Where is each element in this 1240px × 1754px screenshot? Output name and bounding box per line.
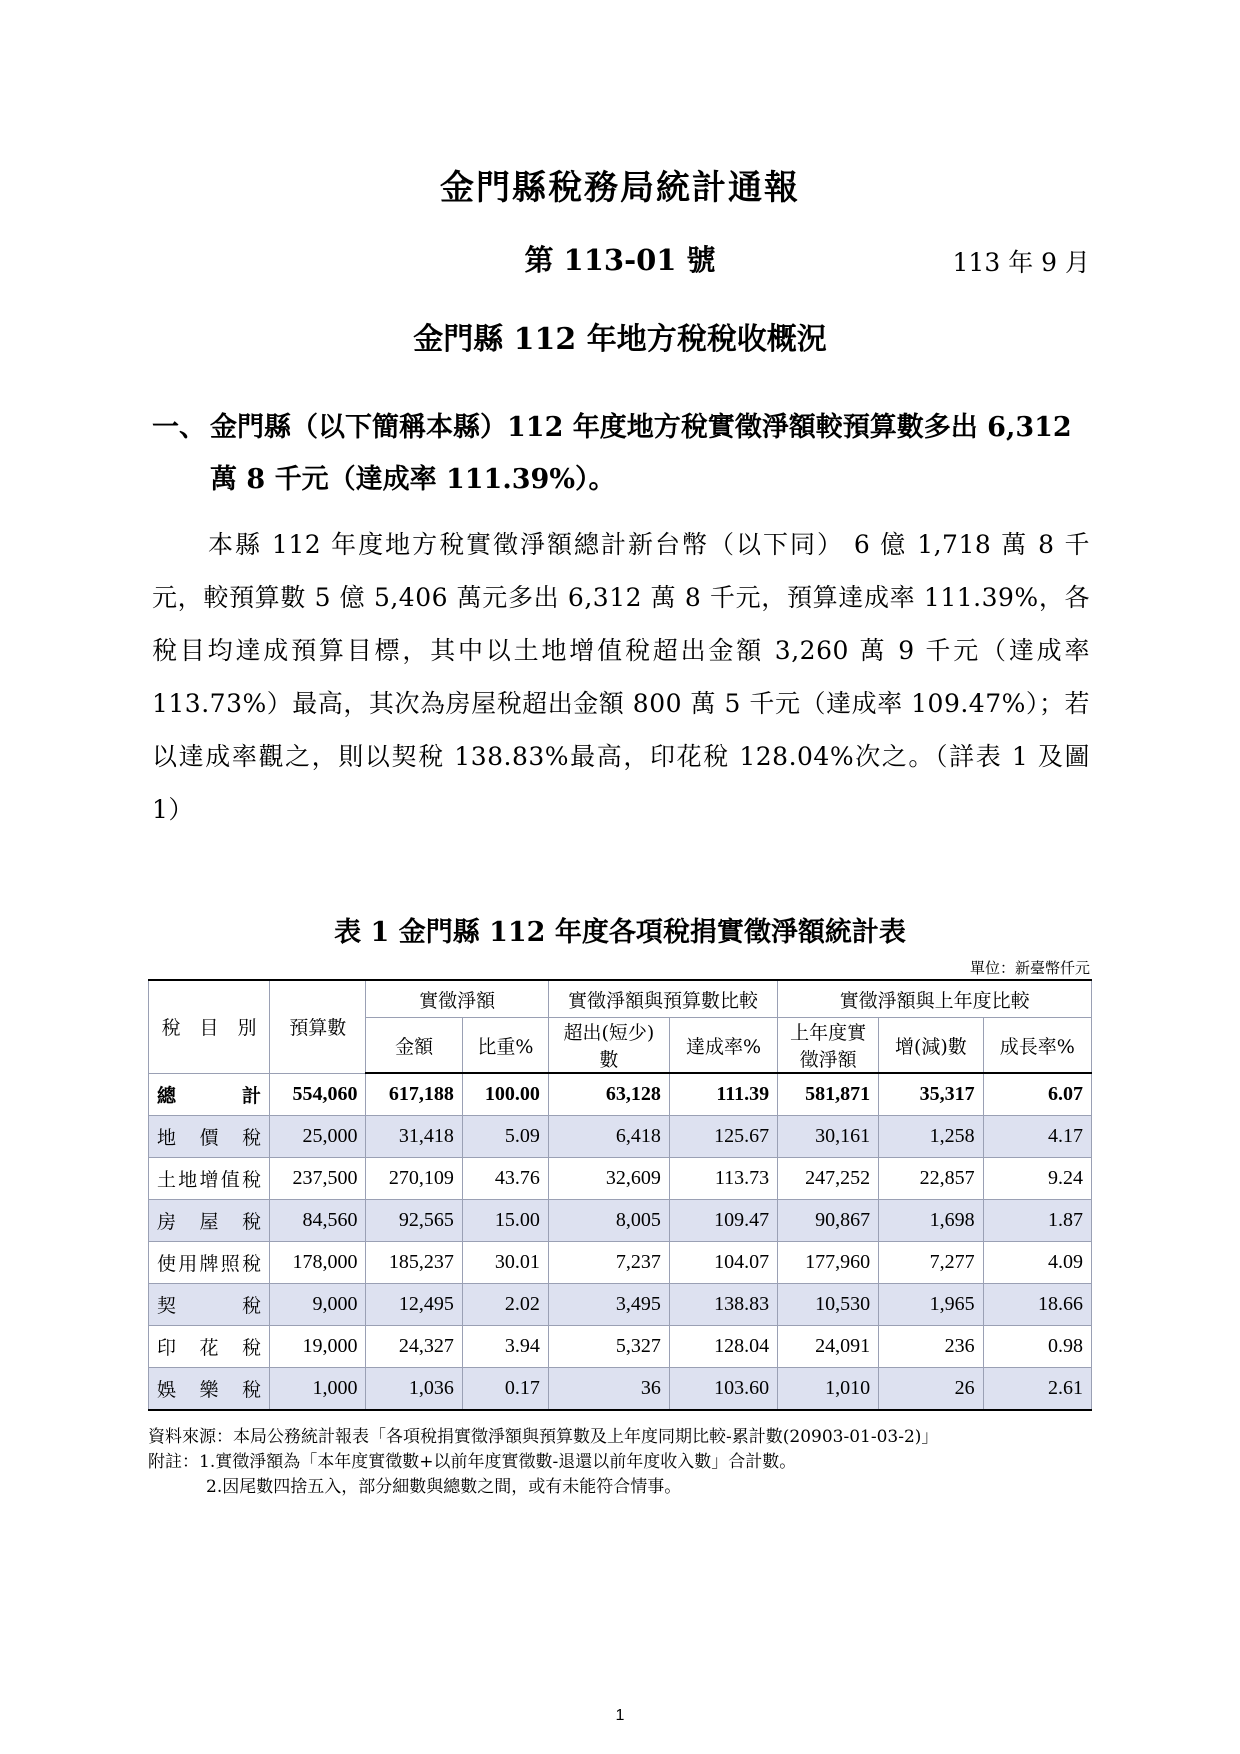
cell-amount: 92,565 (366, 1200, 462, 1242)
cell-budget: 178,000 (270, 1242, 366, 1284)
cell-growth: 18.66 (983, 1284, 1091, 1326)
row-label: 土地增值稅 (149, 1158, 270, 1200)
cell-amount: 31,418 (366, 1116, 462, 1158)
cell-amount: 24,327 (366, 1326, 462, 1368)
cell-achieve: 109.47 (669, 1200, 777, 1242)
cell-share: 43.76 (462, 1158, 548, 1200)
cell-share: 2.02 (462, 1284, 548, 1326)
row-label: 使用牌照稅 (149, 1242, 270, 1284)
cell-budget: 1,000 (270, 1368, 366, 1411)
cell-change: 7,277 (879, 1242, 984, 1284)
cell-amount: 270,109 (366, 1158, 462, 1200)
cell-achieve: 104.07 (669, 1242, 777, 1284)
cell-achieve: 125.67 (669, 1116, 777, 1158)
cell-share: 15.00 (462, 1200, 548, 1242)
cell-growth: 0.98 (983, 1326, 1091, 1368)
cell-budget: 554,060 (270, 1073, 366, 1116)
cell-excess: 36 (548, 1368, 669, 1411)
cell-prev: 581,871 (778, 1073, 879, 1116)
table-body (149, 1073, 1092, 1410)
table-row (149, 1158, 1092, 1200)
table-row (149, 1284, 1092, 1326)
cell-achieve: 103.60 (669, 1368, 777, 1411)
table-row (149, 1200, 1092, 1242)
cell-growth: 4.17 (983, 1116, 1091, 1158)
header-excess: 超出(短少)數 (548, 1018, 669, 1074)
cell-budget: 19,000 (270, 1326, 366, 1368)
cell-change: 236 (879, 1326, 984, 1368)
cell-excess: 32,609 (548, 1158, 669, 1200)
summary-paragraph: 本縣 112 年度地方稅實徵淨額總計新台幣（以下同） 6 億 1,718 萬 8 千元，較預算數 5 億 5,406 萬元多出 6,312 萬 8 千元，預算達成率 111.39%，各稅目均達成預算目標，其中以土地增值稅超出金額 3,260 萬 9 千元（達成率 113.73%）最高，其次為房屋稅超出金額 800 萬 5 千元（達成率 109.47%）；若以達成率觀之，則以契稅 138.83%最高，印花稅 128.04%次之。（詳表 1 及圖 1） (152, 530, 1090, 824)
cell-change: 22,857 (879, 1158, 984, 1200)
cell-excess: 63,128 (548, 1073, 669, 1116)
header-prev-compare-group: 實徵淨額與上年度比較 (778, 980, 1092, 1018)
cell-growth: 2.61 (983, 1368, 1091, 1411)
section-number: 一、 (152, 412, 206, 443)
cell-change: 1,965 (879, 1284, 984, 1326)
cell-prev: 30,161 (778, 1116, 879, 1158)
cell-prev: 10,530 (778, 1284, 879, 1326)
row-label: 房屋稅 (149, 1200, 270, 1242)
header-achieve: 達成率% (669, 1018, 777, 1074)
row-label: 總計 (149, 1073, 270, 1116)
cell-achieve: 111.39 (669, 1073, 777, 1116)
table-notes (148, 1425, 1108, 1500)
row-label: 印花稅 (149, 1326, 270, 1368)
header-budget-compare-group: 實徵淨額與預算數比較 (548, 980, 777, 1018)
row-label: 娛樂稅 (149, 1368, 270, 1411)
cell-change: 1,698 (879, 1200, 984, 1242)
table-row (149, 1116, 1092, 1158)
data-source-note: 資料來源：本局公務統計報表「各項稅捐實徵淨額與預算數及上年度同期比較-累計數(20903-01-03-2)」 (148, 1427, 939, 1447)
footnote-1: 附註：1.實徵淨額為「本年度實徵數+以前年度實徵數-退還以前年度收入數」合計數。 (148, 1452, 797, 1472)
header-share: 比重% (462, 1018, 548, 1074)
cell-share: 30.01 (462, 1242, 548, 1284)
cell-change: 1,258 (879, 1116, 984, 1158)
cell-prev: 1,010 (778, 1368, 879, 1411)
cell-change: 35,317 (879, 1073, 984, 1116)
cell-prev: 90,867 (778, 1200, 879, 1242)
bulletin-title: 金門縣稅務局統計通報 (440, 168, 800, 208)
header-category: 稅 目 別 (149, 980, 270, 1073)
cell-prev: 247,252 (778, 1158, 879, 1200)
cell-excess: 6,418 (548, 1116, 669, 1158)
table-row (149, 1326, 1092, 1368)
cell-prev: 177,960 (778, 1242, 879, 1284)
cell-achieve: 128.04 (669, 1326, 777, 1368)
page-number: 1 (615, 1707, 625, 1724)
cell-excess: 5,327 (548, 1326, 669, 1368)
cell-achieve: 113.73 (669, 1158, 777, 1200)
cell-excess: 7,237 (548, 1242, 669, 1284)
cell-change: 26 (879, 1368, 984, 1411)
cell-growth: 4.09 (983, 1242, 1091, 1284)
cell-budget: 84,560 (270, 1200, 366, 1242)
row-label: 契稅 (149, 1284, 270, 1326)
cell-prev: 24,091 (778, 1326, 879, 1368)
header-growth: 成長率% (983, 1018, 1091, 1074)
table-title: 表 1 金門縣 112 年度各項稅捐實徵淨額統計表 (334, 917, 906, 948)
report-subtitle: 金門縣 112 年地方稅稅收概況 (413, 322, 827, 357)
cell-share: 3.94 (462, 1326, 548, 1368)
tax-statistics-table (148, 979, 1092, 1411)
header-prev-year: 上年度實徵淨額 (778, 1018, 879, 1074)
header-change: 增(減)數 (879, 1018, 984, 1074)
cell-growth: 9.24 (983, 1158, 1091, 1200)
header-budget: 預算數 (270, 980, 366, 1073)
cell-achieve: 138.83 (669, 1284, 777, 1326)
cell-excess: 3,495 (548, 1284, 669, 1326)
cell-budget: 9,000 (270, 1284, 366, 1326)
header-actual-group: 實徵淨額 (366, 980, 548, 1018)
table-row (149, 1073, 1092, 1116)
section-heading (152, 402, 1092, 506)
cell-share: 100.00 (462, 1073, 548, 1116)
row-label: 地價稅 (149, 1116, 270, 1158)
cell-amount: 617,188 (366, 1073, 462, 1116)
table-unit: 單位：新臺幣仟元 (969, 959, 1090, 977)
table-row (149, 1368, 1092, 1411)
cell-growth: 1.87 (983, 1200, 1091, 1242)
cell-share: 5.09 (462, 1116, 548, 1158)
header-amount: 金額 (366, 1018, 462, 1074)
cell-amount: 1,036 (366, 1368, 462, 1411)
cell-growth: 6.07 (983, 1073, 1091, 1116)
cell-amount: 185,237 (366, 1242, 462, 1284)
issue-date: 113 年 9 月 (952, 248, 1090, 277)
cell-excess: 8,005 (548, 1200, 669, 1242)
section-heading-text: 金門縣（以下簡稱本縣）112 年度地方稅實徵淨額較預算數多出 6,312 萬 8 千元（達成率 111.39%）。 (210, 412, 1072, 495)
cell-share: 0.17 (462, 1368, 548, 1411)
cell-amount: 12,495 (366, 1284, 462, 1326)
table-row (149, 1242, 1092, 1284)
issue-number: 第 113-01 號 (524, 243, 716, 277)
footnote-2: 2.因尾數四捨五入，部分細數與總數之間，或有未能符合情事。 (206, 1477, 682, 1497)
cell-budget: 25,000 (270, 1116, 366, 1158)
cell-budget: 237,500 (270, 1158, 366, 1200)
